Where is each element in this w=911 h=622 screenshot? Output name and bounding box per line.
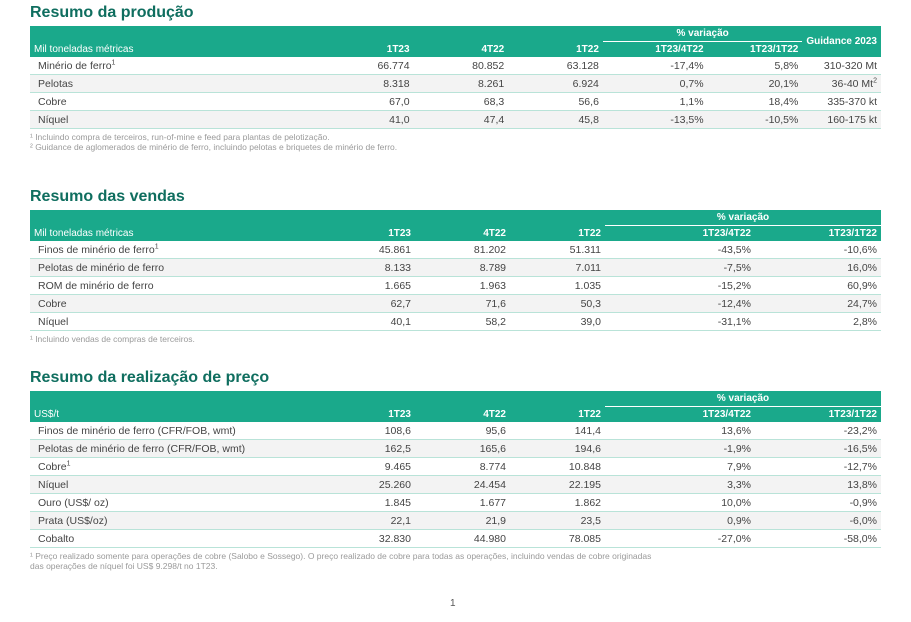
table-cell: 141,4 bbox=[510, 422, 605, 440]
table-cell: 66.774 bbox=[289, 57, 413, 75]
footnote-marker: 1 bbox=[111, 59, 116, 66]
table-cell: 10.848 bbox=[510, 458, 605, 476]
table-cell: 40,1 bbox=[290, 313, 415, 331]
price-footnotes bbox=[30, 551, 881, 571]
price-table bbox=[30, 391, 881, 548]
guidance-value: 335-370 kt bbox=[827, 95, 877, 108]
col-header: 1T23/4T22 bbox=[603, 42, 708, 58]
table-row bbox=[30, 494, 881, 512]
table-row bbox=[30, 512, 881, 530]
guidance-cell bbox=[802, 75, 881, 93]
table-row bbox=[30, 111, 881, 129]
table-cell: 1,1% bbox=[603, 93, 708, 111]
price-variation-header: % variação bbox=[605, 391, 881, 407]
col-header: 4T22 bbox=[415, 407, 510, 423]
table-cell: 63.128 bbox=[508, 57, 603, 75]
sales-section bbox=[30, 188, 881, 344]
table-cell: -12,7% bbox=[755, 458, 881, 476]
guidance-value: 310-320 Mt bbox=[823, 59, 877, 72]
row-label bbox=[30, 313, 290, 331]
guidance-cell bbox=[802, 111, 881, 129]
col-header: 1T23 bbox=[290, 226, 415, 242]
table-cell: 20,1% bbox=[708, 75, 803, 93]
col-header: 1T23 bbox=[290, 407, 415, 423]
table-cell: 7,9% bbox=[605, 458, 755, 476]
table-row bbox=[30, 259, 881, 277]
table-cell: -12,4% bbox=[605, 295, 755, 313]
sales-variation-header: % variação bbox=[605, 210, 881, 226]
table-cell: 6.924 bbox=[508, 75, 603, 93]
table-cell: 22,1 bbox=[290, 512, 415, 530]
col-header: 1T22 bbox=[508, 42, 603, 58]
row-label bbox=[30, 277, 290, 295]
table-cell: 8.789 bbox=[415, 259, 510, 277]
table-cell: 80.852 bbox=[414, 57, 509, 75]
sales-rows bbox=[30, 241, 881, 331]
guidance-value: 36-40 Mt bbox=[831, 77, 874, 90]
col-header: 4T22 bbox=[415, 226, 510, 242]
table-cell: -17,4% bbox=[603, 57, 708, 75]
table-cell: -1,9% bbox=[605, 440, 755, 458]
price-section bbox=[30, 369, 881, 571]
table-cell: 51.311 bbox=[510, 241, 605, 259]
table-cell: 13,6% bbox=[605, 422, 755, 440]
row-label bbox=[30, 57, 289, 75]
production-guidance-header: Guidance 2023 bbox=[802, 26, 881, 57]
row-label bbox=[30, 259, 290, 277]
table-cell: 68,3 bbox=[414, 93, 509, 111]
row-label bbox=[30, 422, 290, 440]
table-cell: 1.963 bbox=[415, 277, 510, 295]
table-cell: 0,7% bbox=[603, 75, 708, 93]
table-cell: 47,4 bbox=[414, 111, 509, 129]
table-row bbox=[30, 93, 881, 111]
production-rows bbox=[30, 57, 881, 129]
table-cell: 62,7 bbox=[290, 295, 415, 313]
col-header: 1T23/4T22 bbox=[605, 407, 755, 423]
table-cell: 7.011 bbox=[510, 259, 605, 277]
price-unit-label: US$/t bbox=[30, 407, 290, 423]
table-cell: -10,5% bbox=[708, 111, 803, 129]
row-label-text: Pelotas de minério de ferro (CFR/FOB, wmt) bbox=[38, 442, 246, 455]
table-cell: 13,8% bbox=[755, 476, 881, 494]
production-footnotes bbox=[30, 132, 881, 152]
row-label bbox=[30, 476, 290, 494]
table-row bbox=[30, 530, 881, 548]
row-label bbox=[30, 111, 289, 129]
table-row bbox=[30, 295, 881, 313]
footnote-line: ¹ Incluindo compra de terceiros, run-of-mine e feed para plantas de pelotização. bbox=[30, 132, 330, 142]
row-label-text: Cobre bbox=[38, 460, 67, 473]
sales-table bbox=[30, 210, 881, 331]
table-cell: 67,0 bbox=[289, 93, 413, 111]
col-header: 1T23/1T22 bbox=[755, 226, 881, 242]
guidance-cell bbox=[802, 57, 881, 75]
table-row bbox=[30, 313, 881, 331]
table-cell: -27,0% bbox=[605, 530, 755, 548]
row-label bbox=[30, 494, 290, 512]
guidance-cell bbox=[802, 93, 881, 111]
table-cell: -10,6% bbox=[755, 241, 881, 259]
table-cell: -58,0% bbox=[755, 530, 881, 548]
row-label bbox=[30, 440, 290, 458]
row-label bbox=[30, 295, 290, 313]
table-cell: 24,7% bbox=[755, 295, 881, 313]
production-title: Resumo da produção bbox=[30, 4, 194, 21]
col-header: 4T22 bbox=[414, 42, 509, 58]
table-cell: 8.774 bbox=[415, 458, 510, 476]
table-cell: 81.202 bbox=[415, 241, 510, 259]
table-cell: 1.845 bbox=[290, 494, 415, 512]
table-cell: 44.980 bbox=[415, 530, 510, 548]
table-cell: 108,6 bbox=[290, 422, 415, 440]
table-cell: 16,0% bbox=[755, 259, 881, 277]
footnote-line: ¹ Incluindo vendas de compras de terceiros. bbox=[30, 334, 195, 344]
col-header: 1T23/1T22 bbox=[755, 407, 881, 423]
row-label-text: Pelotas de minério de ferro bbox=[38, 261, 165, 274]
table-cell: 45.861 bbox=[290, 241, 415, 259]
table-cell: -43,5% bbox=[605, 241, 755, 259]
table-cell: 165,6 bbox=[415, 440, 510, 458]
footnote-marker: 1 bbox=[154, 243, 159, 250]
table-cell: 8.318 bbox=[289, 75, 413, 93]
row-label bbox=[30, 530, 290, 548]
footnote-line: ² Guidance de aglomerados de minério de ferro, incluindo pelotas e briquetes de minério de ferro. bbox=[30, 142, 398, 152]
table-cell: 194,6 bbox=[510, 440, 605, 458]
table-row bbox=[30, 422, 881, 440]
row-label-text: Pelotas bbox=[38, 77, 74, 90]
row-label-text: Finos de minério de ferro (CFR/FOB, wmt) bbox=[38, 424, 236, 437]
page-number: 1 bbox=[450, 598, 456, 609]
table-row bbox=[30, 476, 881, 494]
sales-footnotes bbox=[30, 334, 881, 344]
table-cell: 21,9 bbox=[415, 512, 510, 530]
footnote-marker: 2 bbox=[873, 77, 877, 84]
table-cell: 39,0 bbox=[510, 313, 605, 331]
table-cell: 78.085 bbox=[510, 530, 605, 548]
table-cell: 50,3 bbox=[510, 295, 605, 313]
row-label bbox=[30, 241, 290, 259]
table-cell: 41,0 bbox=[289, 111, 413, 129]
table-cell: 56,6 bbox=[508, 93, 603, 111]
col-header: 1T22 bbox=[510, 226, 605, 242]
table-cell: 95,6 bbox=[415, 422, 510, 440]
row-label-text: Cobalto bbox=[38, 532, 75, 545]
col-header: 1T23 bbox=[289, 42, 413, 58]
col-header: 1T22 bbox=[510, 407, 605, 423]
table-cell: 1.677 bbox=[415, 494, 510, 512]
row-label bbox=[30, 93, 289, 111]
table-cell: 25.260 bbox=[290, 476, 415, 494]
table-cell: 1.035 bbox=[510, 277, 605, 295]
row-label bbox=[30, 512, 290, 530]
row-label-text: Minério de ferro bbox=[38, 59, 112, 72]
row-label-text: Cobre bbox=[38, 297, 67, 310]
table-cell: 3,3% bbox=[605, 476, 755, 494]
sales-title: Resumo das vendas bbox=[30, 188, 185, 205]
table-cell: 23,5 bbox=[510, 512, 605, 530]
footnote-line: das operações de níquel foi US$ 9.298/t no 1T23. bbox=[30, 561, 218, 571]
footnote-marker: 1 bbox=[66, 460, 71, 467]
table-cell: -31,1% bbox=[605, 313, 755, 331]
table-cell: 1.665 bbox=[290, 277, 415, 295]
table-cell: 162,5 bbox=[290, 440, 415, 458]
row-label-text: Níquel bbox=[38, 113, 69, 126]
table-cell: 8.261 bbox=[414, 75, 509, 93]
table-cell: 5,8% bbox=[708, 57, 803, 75]
table-cell: 58,2 bbox=[415, 313, 510, 331]
table-cell: 45,8 bbox=[508, 111, 603, 129]
table-row bbox=[30, 75, 881, 93]
row-label bbox=[30, 458, 290, 476]
row-label-text: Ouro (US$/ oz) bbox=[38, 496, 109, 509]
table-cell: -0,9% bbox=[755, 494, 881, 512]
row-label bbox=[30, 75, 289, 93]
table-cell: -6,0% bbox=[755, 512, 881, 530]
price-title: Resumo da realização de preço bbox=[30, 369, 270, 386]
row-label-text: ROM de minério de ferro bbox=[38, 279, 154, 292]
guidance-value: 160-175 kt bbox=[827, 113, 877, 126]
row-label-text: Níquel bbox=[38, 315, 69, 328]
production-unit-label: Mil toneladas métricas bbox=[30, 42, 289, 58]
table-cell: -15,2% bbox=[605, 277, 755, 295]
table-cell: 18,4% bbox=[708, 93, 803, 111]
row-label-text: Finos de minério de ferro bbox=[38, 243, 155, 256]
table-row bbox=[30, 241, 881, 259]
row-label-text: Prata (US$/oz) bbox=[38, 514, 108, 527]
table-cell: 9.465 bbox=[290, 458, 415, 476]
table-cell: -23,2% bbox=[755, 422, 881, 440]
table-row bbox=[30, 57, 881, 75]
table-cell: 8.133 bbox=[290, 259, 415, 277]
table-row bbox=[30, 277, 881, 295]
production-table bbox=[30, 26, 881, 129]
table-cell: 22.195 bbox=[510, 476, 605, 494]
sales-unit-label: Mil toneladas métricas bbox=[30, 226, 290, 242]
table-cell: -16,5% bbox=[755, 440, 881, 458]
table-cell: 0,9% bbox=[605, 512, 755, 530]
table-cell: 1.862 bbox=[510, 494, 605, 512]
table-cell: -13,5% bbox=[603, 111, 708, 129]
table-cell: 71,6 bbox=[415, 295, 510, 313]
table-cell: 24.454 bbox=[415, 476, 510, 494]
table-cell: 10,0% bbox=[605, 494, 755, 512]
production-section bbox=[30, 4, 881, 152]
row-label-text: Cobre bbox=[38, 95, 67, 108]
col-header: 1T23/4T22 bbox=[605, 226, 755, 242]
table-cell: -7,5% bbox=[605, 259, 755, 277]
table-cell: 2,8% bbox=[755, 313, 881, 331]
table-cell: 60,9% bbox=[755, 277, 881, 295]
footnote-line: ¹ Preço realizado somente para operações de cobre (Salobo e Sossego). O preço realizado de cobre para todas as operações, incluindo vendas de cobre originadas bbox=[30, 551, 652, 561]
table-row bbox=[30, 458, 881, 476]
row-label-text: Níquel bbox=[38, 478, 69, 491]
production-variation-header: % variação bbox=[603, 26, 802, 42]
table-cell: 32.830 bbox=[290, 530, 415, 548]
table-row bbox=[30, 440, 881, 458]
col-header: 1T23/1T22 bbox=[708, 42, 803, 58]
price-rows bbox=[30, 422, 881, 548]
